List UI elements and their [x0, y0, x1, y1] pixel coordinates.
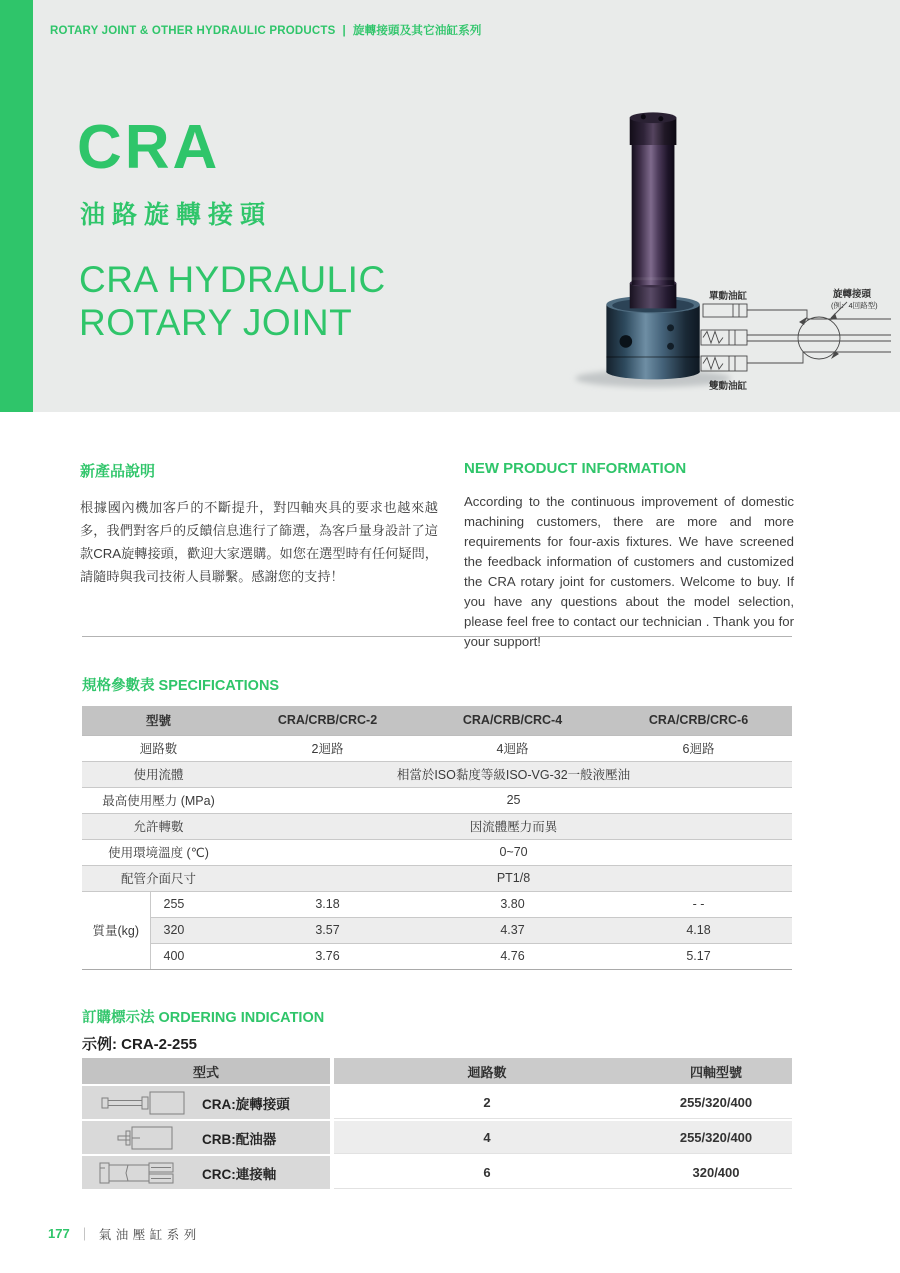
spec-weight-255-v2: 3.80: [420, 891, 605, 917]
ordering-col-circuits: 迴路數: [467, 1064, 507, 1080]
ordering-table: [82, 1058, 792, 1189]
ordering-type-label: CRB:配油器: [202, 1131, 277, 1147]
spec-row-temperature: [82, 839, 792, 865]
ordering-type-label: CRC:連接軸: [202, 1166, 277, 1182]
ordering-header-right: [334, 1058, 792, 1084]
ordering-heading: 訂購標示法 ORDERING INDICATION: [82, 1010, 325, 1026]
page-footer: [48, 1224, 201, 1243]
header-divider: |: [342, 25, 346, 37]
spec-label-weight: 質量(kg): [82, 891, 150, 969]
intro-body-zh: 根據國內機加客戶的不斷提升，對四軸夾具的要求也越來越多，我們對客戶的反饋信息進行了篩選，為客戶量身設計了這款CRA旋轉接頭，歡迎大家選購。如您在選型時有任何疑問，請隨時與我司技術人員聯繫。感謝您的支持！: [80, 500, 438, 584]
diagram-label-single-cylinder: 單動油缸: [709, 291, 748, 302]
footer-divider: ｜: [77, 1227, 91, 1242]
spec-row-weight-320: [82, 917, 792, 943]
ordering-cells: [334, 1086, 792, 1119]
spec-weight-size-400: 400: [150, 943, 235, 969]
spec-weight-400-v1: 3.76: [235, 943, 420, 969]
intro-heading-en: NEW PRODUCT INFORMATION: [464, 460, 687, 477]
spec-row-circuits: [82, 735, 792, 761]
series-name: 氣油壓缸系列: [98, 1227, 201, 1242]
spec-weight-size-320: 320: [150, 917, 235, 943]
ordering-type-cra: [82, 1086, 330, 1119]
diagram-label-joint-note: (例：4回路型): [831, 301, 878, 310]
spec-value-pipe: PT1/8: [235, 865, 792, 891]
ordering-circuits-value: 4: [483, 1129, 491, 1145]
spec-col-crc2: CRA/CRB/CRC-2: [235, 706, 420, 735]
spec-col-model: 型號: [82, 706, 235, 735]
ordering-models-value: 320/400: [692, 1164, 740, 1180]
product-title-en-line2: ROTARY JOINT: [79, 302, 353, 344]
specifications-heading: 規格參數表 SPECIFICATIONS: [82, 678, 280, 694]
ordering-models-value: 255/320/400: [679, 1094, 753, 1110]
specifications-table: [82, 706, 792, 970]
ordering-circuits-value: 2: [483, 1094, 491, 1110]
page-number: 177: [48, 1226, 70, 1241]
section-divider: [82, 636, 792, 637]
ordering-example: 示例: CRA-2-255: [82, 1036, 198, 1053]
spec-row-pressure: [82, 787, 792, 813]
product-model-title: CRA: [77, 113, 221, 182]
spec-row-rotation: [82, 813, 792, 839]
ordering-header-row: [82, 1058, 792, 1084]
spec-label-rotation: 允許轉數: [82, 813, 235, 839]
ordering-models-value: 255/320/400: [679, 1129, 753, 1145]
ordering-type-crb: [82, 1121, 330, 1154]
product-subtitle-zh: 油路旋轉接頭: [80, 201, 273, 229]
ordering-col-models: 四軸型號: [689, 1064, 742, 1080]
product-title-en-line1: CRA HYDRAULIC: [79, 259, 386, 300]
ordering-cells: [334, 1156, 792, 1189]
header-title-zh: 旋轉接頭及其它油缸系列: [352, 25, 482, 37]
spec-weight-320-v3: 4.18: [605, 917, 792, 943]
spec-value-fluid: 相當於ISO黏度等級ISO-VG-32一般液壓油: [235, 761, 792, 787]
spec-header-row: [82, 706, 792, 735]
ordering-circuits-value: 6: [483, 1164, 491, 1180]
page-header-bar: [50, 22, 482, 38]
spec-label-pressure: 最高使用壓力 (MPa): [82, 787, 235, 813]
crb-oil-distributor-icon: [88, 1124, 196, 1152]
ordering-col-type: 型式: [82, 1058, 330, 1084]
ordering-row-crb: [82, 1121, 792, 1154]
spec-weight-400-v2: 4.76: [420, 943, 605, 969]
crc-connecting-shaft-icon: [88, 1159, 196, 1187]
diagram-label-rotary-joint: 旋轉接頭: [833, 289, 872, 300]
spec-row-fluid: [82, 761, 792, 787]
intro-section-en: [464, 460, 794, 653]
spec-circuits-4: 4迴路: [420, 735, 605, 761]
ordering-type-crc: [82, 1156, 330, 1189]
spec-weight-320-v2: 4.37: [420, 917, 605, 943]
spec-weight-255-v3: - -: [605, 891, 792, 917]
spec-label-temperature: 使用環境溫度 (℃): [82, 839, 235, 865]
spec-value-rotation: 因流體壓力而異: [235, 813, 792, 839]
spec-value-pressure: 25: [235, 787, 792, 813]
spec-weight-320-v1: 3.57: [235, 917, 420, 943]
ordering-row-cra: [82, 1086, 792, 1119]
spec-circuits-6: 6迴路: [605, 735, 792, 761]
product-title-en: [79, 258, 386, 345]
spec-weight-255-v1: 3.18: [235, 891, 420, 917]
circuit-diagram: [695, 286, 897, 394]
intro-body-en: According to the continuous improvement of domestic machining customers, there are more and more requirements for four-axis fixtures. We have screened the feedback information of customers and customized the CRA rotary joint for customers. Welcome to buy. If you have any questions about the model selection, please feel free to contact our technician . Thank you for your support!: [464, 494, 794, 650]
spec-value-temperature: 0~70: [235, 839, 792, 865]
intro-section-zh: [80, 460, 438, 589]
spec-circuits-2: 2迴路: [235, 735, 420, 761]
spec-col-crc4: CRA/CRB/CRC-4: [420, 706, 605, 735]
ordering-row-crc: [82, 1156, 792, 1189]
spec-row-weight-255: [82, 891, 792, 917]
accent-side-bar: [0, 0, 33, 412]
ordering-cells: [334, 1121, 792, 1154]
cra-rotary-joint-icon: [88, 1089, 196, 1117]
spec-label-fluid: 使用流體: [82, 761, 235, 787]
hero-banner: [0, 0, 900, 412]
intro-heading-zh: 新產品說明: [80, 463, 156, 480]
ordering-type-label: CRA:旋轉接頭: [202, 1096, 290, 1112]
spec-label-circuits: 迴路數: [82, 735, 235, 761]
diagram-label-double-cylinder: 雙動油缸: [709, 381, 748, 392]
header-title-en: ROTARY JOINT & OTHER HYDRAULIC PRODUCTS: [50, 25, 336, 37]
spec-weight-size-255: 255: [150, 891, 235, 917]
spec-weight-400-v3: 5.17: [605, 943, 792, 969]
spec-row-weight-400: [82, 943, 792, 969]
spec-col-crc6: CRA/CRB/CRC-6: [605, 706, 792, 735]
spec-row-pipe: [82, 865, 792, 891]
spec-label-pipe: 配管介面尺寸: [82, 865, 235, 891]
